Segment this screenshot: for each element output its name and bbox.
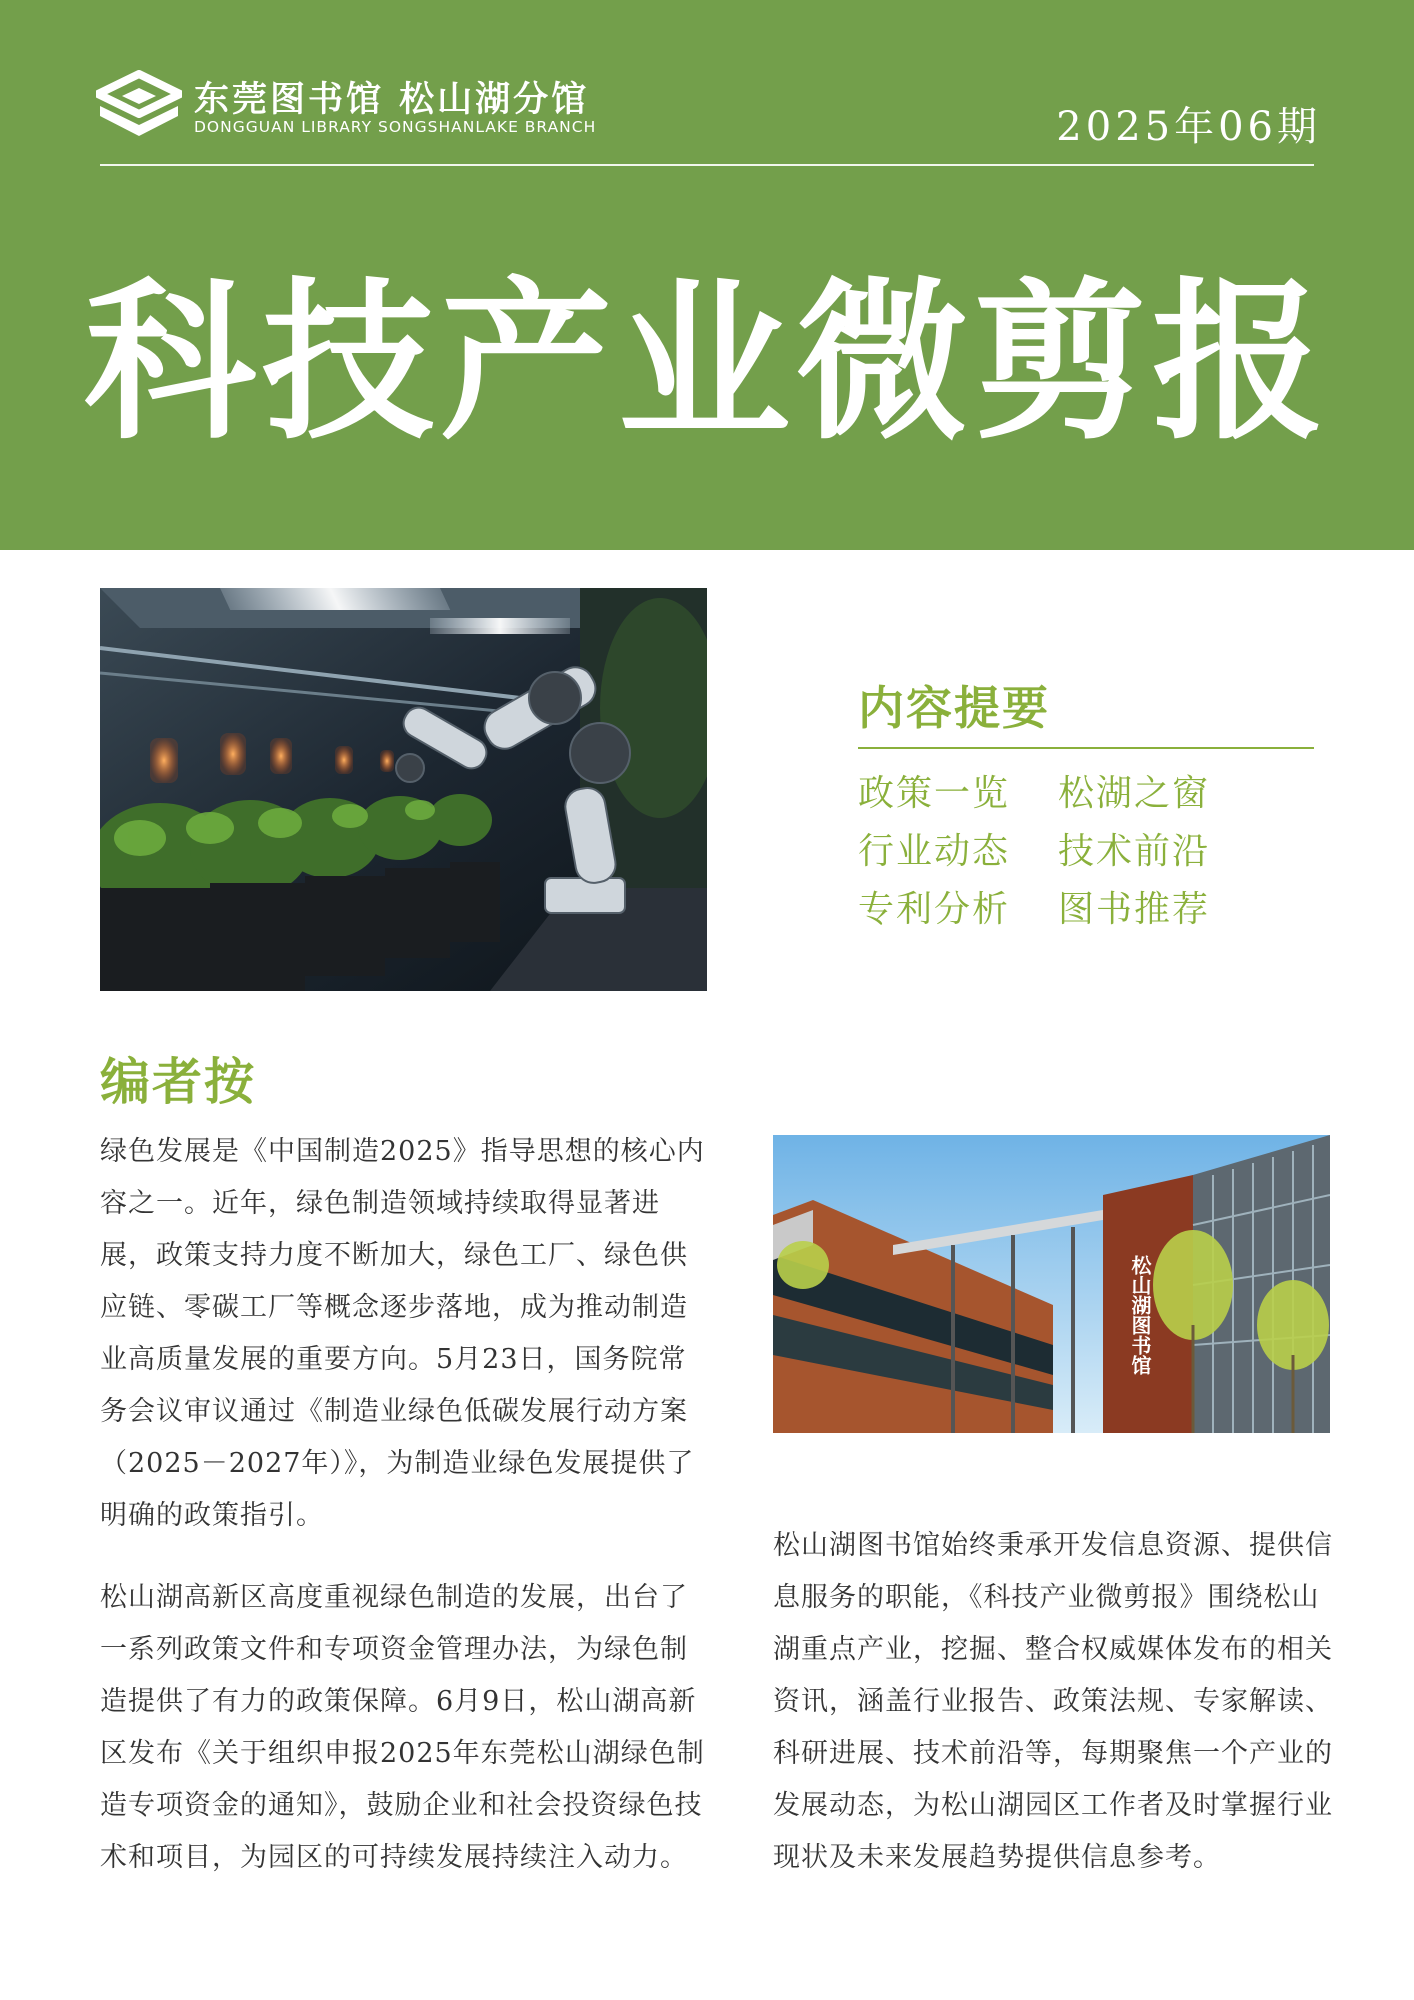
toc-divider: [858, 747, 1314, 749]
editor-note-paragraph-1: 绿色发展是《中国制造2025》指导思想的核心内容之一。近年，绿色制造领域持续取得显著进展，政策支持力度不断加大，绿色工厂、绿色供应链、零碳工厂等概念逐步落地，成为推动制造业高质量发展的重要方向。5月23日，国务院常务会议审议通过《制造业绿色低碳发展行动方案（2025－2027年）》，为制造业绿色发展提供了明确的政策指引。: [100, 1136, 705, 1531]
publication-title: 科技产业微剪报: [84, 260, 1330, 463]
library-name-cn: 东莞图书馆 松山湖分馆: [194, 80, 590, 120]
robot-arm-greenhouse-photo: [100, 588, 707, 991]
editor-note-title: 编者按: [100, 1052, 256, 1111]
toc-item-policy[interactable]: 政策一览: [858, 773, 1011, 814]
masthead: [0, 0, 1414, 550]
toc-item-patent-analysis[interactable]: 专利分析: [858, 889, 1011, 930]
toc-item-book-recommend[interactable]: 图书推荐: [1058, 889, 1211, 930]
toc-list: [858, 772, 1238, 932]
header-divider: [100, 164, 1314, 166]
building-sign: 松山湖图书馆: [1128, 1255, 1152, 1375]
library-name-en: DONGGUAN LIBRARY SONGSHANLAKE BRANCH: [194, 118, 597, 136]
toc-item-tech-frontier[interactable]: 技术前沿: [1058, 831, 1211, 872]
toc-item-industry-news[interactable]: 行业动态: [858, 831, 1011, 872]
editor-note-paragraph-2: 松山湖高新区高度重视绿色制造的发展，出台了一系列政策文件和专项资金管理办法，为绿色制造提供了有力的政策保障。6月9日，松山湖高新区发布《关于组织申报2025年东莞松山湖绿色制造专项资金的通知》，鼓励企业和社会投资绿色技术和项目，为园区的可持续发展持续注入动力。: [100, 1582, 705, 1873]
issue-number: 2025年06期: [1056, 104, 1321, 150]
editor-note-paragraph-3: 松山湖图书馆始终秉承开发信息资源、提供信息服务的职能，《科技产业微剪报》围绕松山湖重点产业，挖掘、整合权威媒体发布的相关资讯，涵盖行业报告、政策法规、专家解读、科研进展、技术前沿等，每期聚焦一个产业的发展动态，为松山湖园区工作者及时掌握行业现状及未来发展趋势提供信息参考。: [773, 1530, 1333, 1873]
library-logo-icon: [96, 70, 182, 140]
library-building-photo: [773, 1135, 1330, 1433]
toc-title: 内容提要: [858, 681, 1050, 735]
toc-item-songhu-window[interactable]: 松湖之窗: [1058, 773, 1211, 814]
